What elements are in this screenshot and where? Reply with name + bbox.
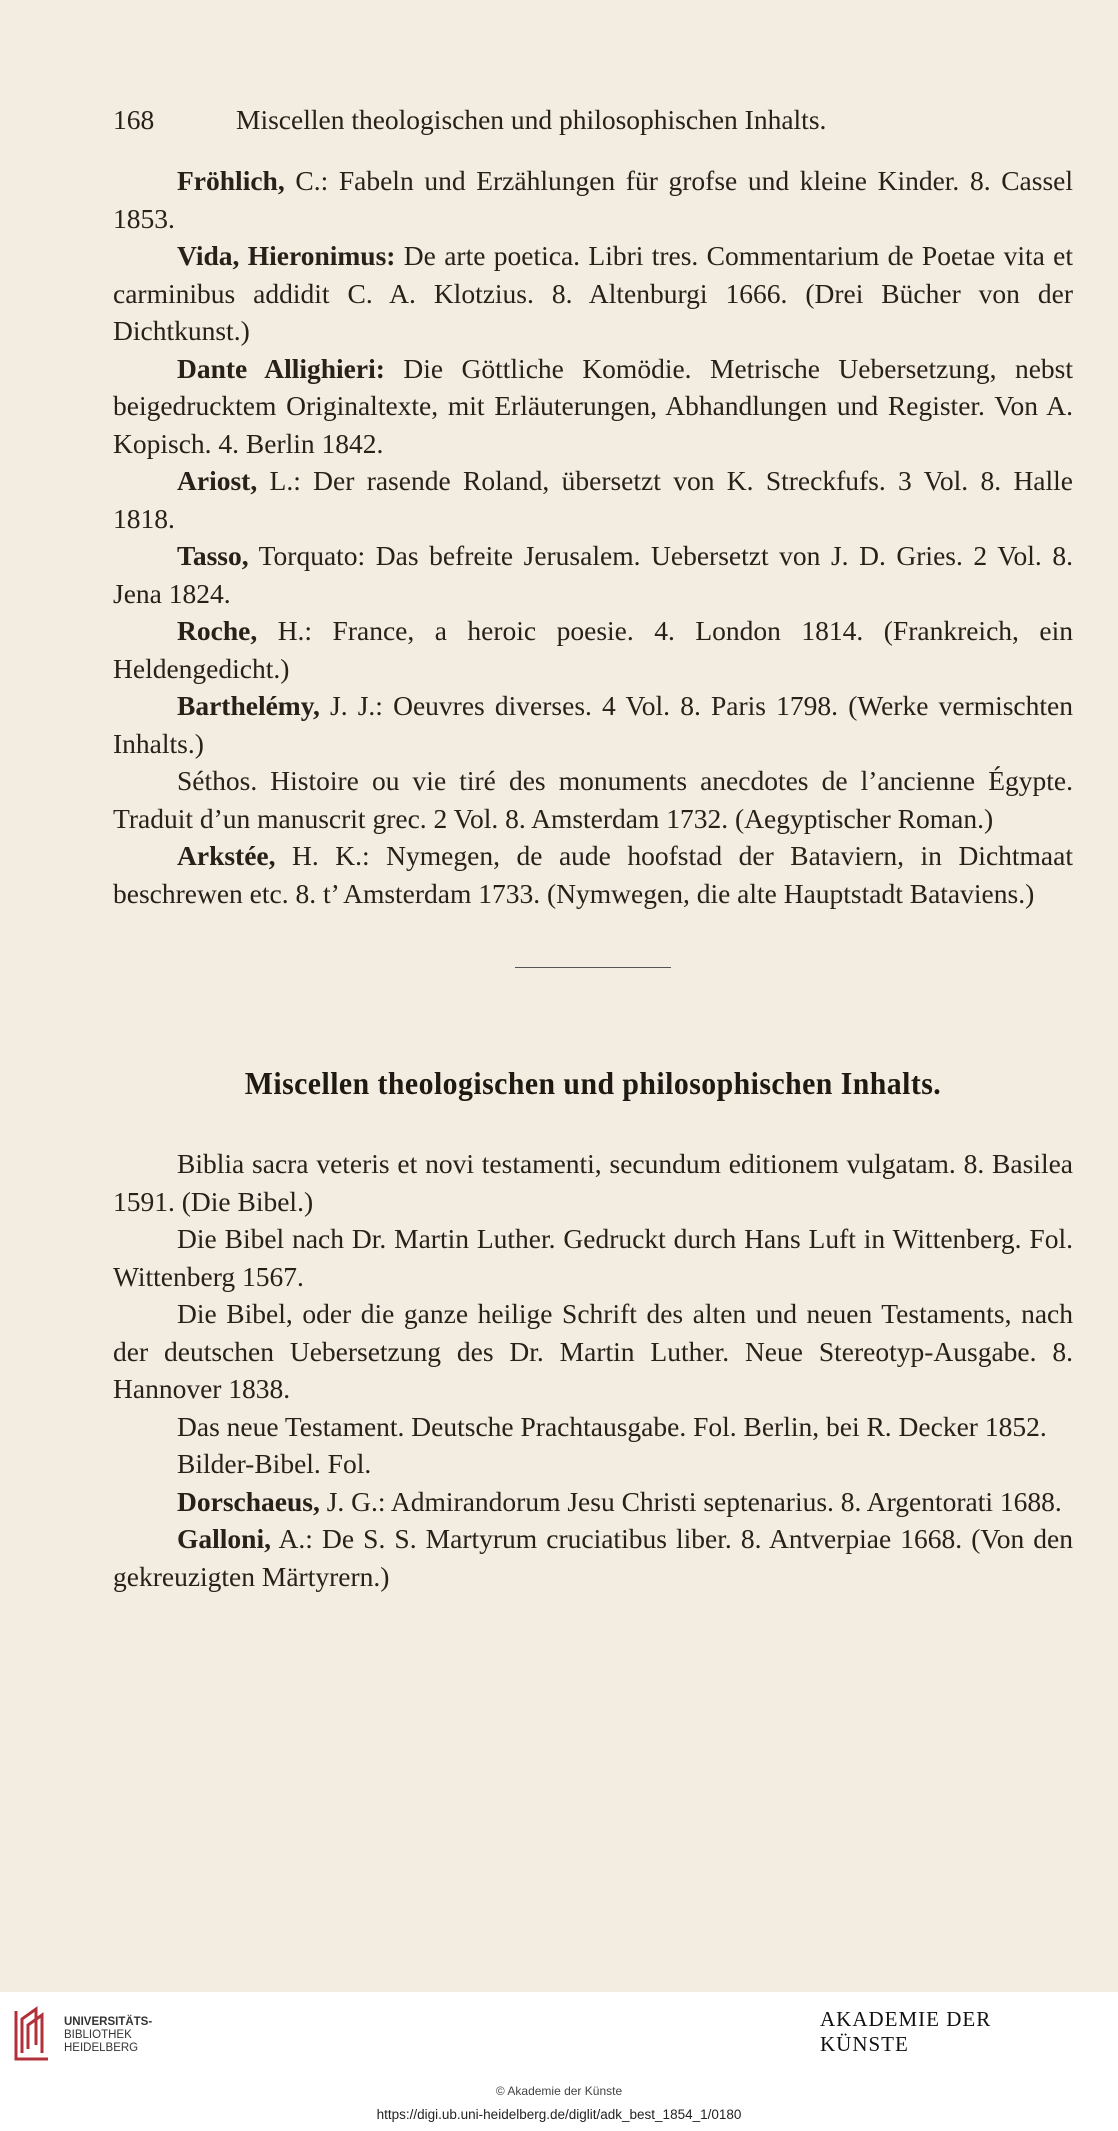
entry (113, 837, 1073, 912)
entries-after (113, 1145, 1073, 1595)
entry-author: Barthelémy, (177, 690, 320, 721)
entry-text: Die Bibel, oder die ganze heilige Schrift des alten und neuen Testaments, nach der deutschen Uebersetzung des Dr. Martin Luther. Neue Stereotyp-Ausgabe. 8. Hannover 1838. (113, 1298, 1073, 1404)
entry (113, 462, 1073, 537)
entry-text: Torquato: Das befreite Jerusalem. Uebersetzt von J. D. Gries. 2 Vol. 8. Jena 1824. (113, 540, 1073, 609)
entry (113, 1145, 1073, 1220)
entry (113, 1408, 1073, 1446)
entry-text: C.: Fabeln und Erzählungen für grofse und kleine Kinder. 8. Cassel 1853. (113, 165, 1073, 234)
entry-author: Vida, Hieronimus: (177, 240, 396, 271)
entry-text: H.: France, a heroic poesie. 4. London 1814. (Frankreich, ein Heldengedicht.) (113, 615, 1073, 684)
entry (113, 237, 1073, 350)
ub-heidelberg-logo-icon (10, 2005, 54, 2065)
text-block (113, 98, 1073, 1595)
entry-author: Dante Allighieri: (177, 352, 385, 384)
entry (113, 350, 1073, 463)
entry-author: Arkstée, (177, 840, 276, 871)
entry-author: Dorschaeus, (177, 1485, 320, 1517)
entry-text: Das neue Testament. Deutsche Prachtausgabe. Fol. Berlin, bei R. Decker 1852. (177, 1410, 1047, 1442)
entry-text: L.: Der rasende Roland, übersetzt von K. Streckfufs. 3 Vol. 8. Halle 1818. (113, 465, 1073, 534)
entry (113, 162, 1073, 237)
copyright-notice: © Akademie der Künste (495, 2084, 623, 2098)
entries-before (113, 162, 1073, 912)
entry (113, 537, 1073, 612)
running-head (113, 98, 1073, 142)
akademie-badge-label: AKADEMIE DER KÜNSTE (804, 2001, 1102, 2063)
entry-author: Ariost, (177, 465, 258, 496)
entry (113, 1295, 1073, 1408)
logo-line: BIBLIOTHEK (64, 2028, 132, 2041)
logo-text (64, 2016, 152, 2055)
entry-text: A.: De S. S. Martyrum cruciatibus liber. 8. Antverpiae 1668. (Von den gekreuzigten Märtyrern.) (113, 1523, 1073, 1592)
entry-author: Fröhlich, (177, 165, 285, 196)
library-logo[interactable] (10, 2003, 152, 2067)
entry-author: Tasso, (177, 540, 249, 571)
footer-band (0, 1992, 1118, 2131)
logo-line: HEIDELBERG (64, 2041, 139, 2054)
section-title: Miscellen theologischen und philosophischen Inhalts. (244, 1065, 942, 1101)
entry (113, 1220, 1073, 1295)
entry (113, 1520, 1073, 1595)
entry-text: Bilder-Bibel. Fol. (177, 1448, 372, 1479)
source-url[interactable]: https://digi.ub.uni-heidelberg.de/diglit/adk_best_1854_1/0180 (376, 2107, 742, 2122)
entry (113, 1445, 1073, 1483)
akademie-badge[interactable] (804, 2006, 1102, 2057)
entry (113, 612, 1073, 687)
entry-text: H. K.: Nymegen, de aude hoofstad der Bataviern, in Dichtmaat beschrewen etc. 8. t’ Amsterdam 1733. (Nymwegen, die alte Hauptstadt Bataviens.) (113, 840, 1073, 909)
section-divider (515, 967, 671, 968)
entry (113, 1483, 1073, 1521)
logo-line: UNIVERSITÄTS- (64, 2015, 153, 2028)
running-title: Miscellen theologischen und philosophischen Inhalts. (236, 104, 827, 135)
entry-text: Die Göttliche Komödie. Metrische Uebersetzung, nebst beigedrucktem Originaltexte, mit Erläuterungen, Abhandlungen und Register. Von A. Kopisch. 4. Berlin 1842. (113, 352, 1073, 459)
entry (113, 762, 1073, 837)
entry-text: Biblia sacra veteris et novi testamenti, secundum editionem vulgatam. 8. Basilea 1591. (Die Bibel.) (113, 1148, 1073, 1217)
page-number: 168 (113, 104, 155, 135)
entry (113, 687, 1073, 762)
entry-text: J. J.: Oeuvres diverses. 4 Vol. 8. Paris 1798. (Werke vermischten Inhalts.) (113, 690, 1073, 759)
entry-author: Galloni, (177, 1523, 271, 1554)
entry-author: Roche, (177, 615, 258, 646)
entry-text: De arte poetica. Libri tres. Commentarium de Poetae vita et carminibus addidit C. A. Klotzius. 8. Altenburgi 1666. (Drei Bücher von der Dichtkunst.) (113, 240, 1074, 346)
entry-text: Séthos. Histoire ou vie tiré des monuments anecdotes de l’ancienne Égypte. Traduit d’un manuscrit grec. 2 Vol. 8. Amsterdam 1732. (Aegyptischer Roman.) (113, 765, 1073, 834)
entry-text: Die Bibel nach Dr. Martin Luther. Gedruckt durch Hans Luft in Wittenberg. Fol. Wittenberg 1567. (113, 1223, 1073, 1292)
entry-text: J. G.: Admirandorum Jesu Christi septenarius. 8. Argentorati 1688. (319, 1485, 1062, 1517)
